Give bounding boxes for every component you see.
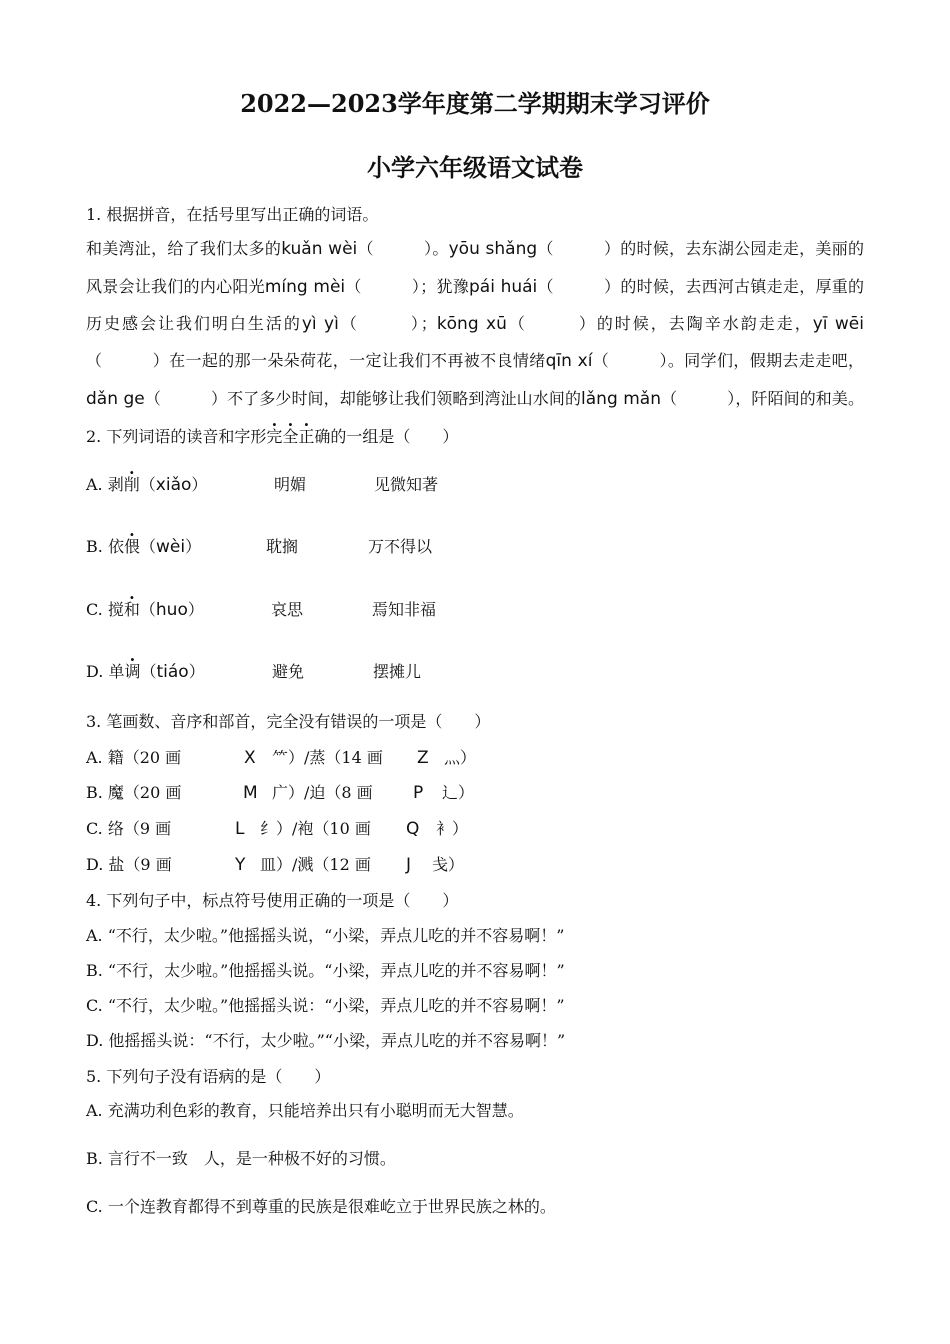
emphasis-dot-char: 完	[266, 427, 283, 446]
pinyin: pái huái	[468, 277, 538, 297]
q4-option-b[interactable]: B. “不行，太少啦。”他摇摇头说。“小梁，弄点儿吃的并不容易啊！”	[86, 961, 565, 980]
emphasis-dot-char: 偎	[123, 537, 140, 556]
emphasis-dot-char: 全	[282, 427, 299, 446]
exam-subtitle: 小学六年级语文试卷	[367, 153, 583, 182]
q1-line-2: 风景会让我们的内心阳光míng mèi（ ）；犹豫pái huái（ ）的时候，去西河古镇走走，厚重的	[86, 277, 864, 297]
pinyin: huo	[155, 600, 188, 620]
q4-option-d[interactable]: D. 他摇摇头说：“不行，太少啦。”“小梁，弄点儿吃的并不容易啊！”	[86, 1031, 566, 1050]
q1-line-5: dǎn ge（ ）不了多少时间，却能够让我们领略到湾沚山水间的lǎng mǎn（ ），阡陌间的和美。	[86, 389, 864, 409]
q2-stem: 2. 下列词语的读音和字形完全正确的一组是（ ）	[86, 427, 459, 446]
q4-option-a[interactable]: A. “不行，太少啦。”他摇摇头说，“小梁，弄点儿吃的并不容易啊！”	[86, 926, 565, 945]
pinyin: kuǎn wèi	[281, 239, 358, 259]
q2-option-b[interactable]: B. 依偎（wèi） 耽搁 万不得以	[86, 537, 433, 557]
q5-option-b[interactable]: B. 言行不一致 人，是一种极不好的习惯。	[86, 1149, 396, 1168]
q2-option-c[interactable]: C. 搅和（huo） 哀思 焉知非福	[86, 600, 437, 620]
pinyin: lǎng mǎn	[581, 389, 661, 409]
emphasis-dot-char: 和	[123, 600, 140, 619]
q1-stem: 1. 根据拼音，在括号里写出正确的词语。	[86, 205, 379, 224]
emphasis-dot-char: 调	[124, 662, 141, 681]
q3-option-b[interactable]: B. 魔（20 画 M 广）/迫（8 画 P 辶）	[86, 783, 475, 803]
q2-option-a[interactable]: A. 剥削（xiǎo） 明媚 见微知著	[86, 475, 439, 495]
emphasis-dot-char: 正	[298, 427, 315, 446]
q1-line-4: （ ）在一起的那一朵朵荷花，一定让我们不再被不良情绪qīn xí（ ）。同学们，假期去走走吧，	[86, 351, 864, 371]
pinyin: qīn xí	[545, 351, 593, 371]
q3-option-a[interactable]: A. 籍（20 画 X ⺮）/蒸（14 画 Z 灬）	[86, 748, 477, 768]
q1-line-3: 历史感会让我们明白生活的yì yì（ ）；kōng xū（ ）的时候，去陶辛水韵走走，yī wēi	[86, 314, 864, 334]
q4-option-c[interactable]: C. “不行，太少啦。”他摇摇头说：“小梁，弄点儿吃的并不容易啊！”	[86, 996, 565, 1015]
pinyin: kōng xū	[436, 314, 507, 334]
pinyin: wèi	[155, 537, 186, 557]
q5-stem: 5. 下列句子没有语病的是（ ）	[86, 1067, 331, 1086]
pinyin: yì yì	[301, 314, 339, 334]
pinyin: yōu shǎng	[448, 239, 538, 259]
pinyin: dǎn ge	[86, 389, 145, 409]
exam-title: 2022—2023学年度第二学期期末学习评价	[240, 89, 710, 118]
q3-option-d[interactable]: D. 盐（9 画 Y 皿）/溅（12 画 J 戋）	[86, 855, 465, 875]
emphasis-dot-char: 削	[123, 475, 140, 494]
q3-option-c[interactable]: C. 络（9 画 L 纟）/袍（10 画 Q 衤）	[86, 819, 469, 839]
q4-stem: 4. 下列句子中，标点符号使用正确的一项是（ ）	[86, 891, 459, 910]
q1-line-1: 和美湾沚，给了我们太多的kuǎn wèi（ ）。yōu shǎng（ ）的时候，去东湖公园走走，美丽的	[86, 239, 864, 259]
q5-option-c[interactable]: C. 一个连教育都得不到尊重的民族是很难屹立于世界民族之林的。	[86, 1197, 556, 1216]
pinyin: tiáo	[156, 662, 189, 682]
q2-option-d[interactable]: D. 单调（tiáo） 避免 摆摊儿	[86, 662, 422, 682]
pinyin: xiǎo	[155, 475, 192, 495]
pinyin: yī wēi	[812, 314, 864, 334]
q3-stem: 3. 笔画数、音序和部首，完全没有错误的一项是（ ）	[86, 712, 491, 731]
q5-option-a[interactable]: A. 充满功利色彩的教育，只能培养出只有小聪明而无大智慧。	[86, 1101, 524, 1120]
pinyin: míng mèi	[264, 277, 346, 297]
